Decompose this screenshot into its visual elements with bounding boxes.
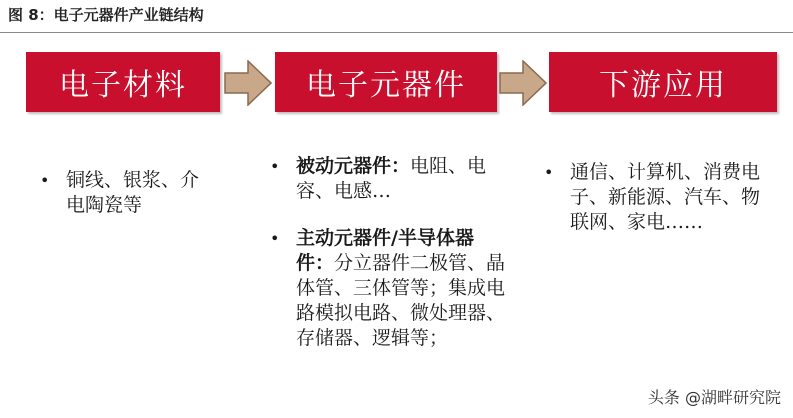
- bullet-icon: •: [544, 163, 554, 182]
- stage-label: 电子元器件: [306, 68, 466, 103]
- item-text: 通信、计算机、消费电子、新能源、汽车、物联网、家电……: [570, 161, 761, 233]
- bullet-icon: •: [270, 229, 280, 248]
- flow-arrow-icon: [224, 60, 272, 106]
- stage-box-components: [275, 52, 497, 112]
- figure-title: 图 8：电子元器件产业链结构: [8, 6, 204, 24]
- list-item: [266, 154, 511, 204]
- item-text: 电阻、电容、电感…: [296, 155, 487, 202]
- stage-label: 电子材料: [59, 68, 187, 103]
- bullet-icon: •: [270, 157, 280, 176]
- stage-box-materials: [26, 52, 220, 112]
- applications-list: [540, 160, 772, 247]
- stage-box-applications: [549, 52, 777, 112]
- item-heading: 主动元器件/半导体器件：: [296, 227, 474, 274]
- components-list: [266, 154, 511, 363]
- item-text: 铜线、银浆、介电陶瓷等: [66, 169, 200, 216]
- flow-arrow-icon: [499, 60, 547, 106]
- watermark: 头条 @湖畔研究院: [647, 388, 781, 407]
- list-item: [36, 168, 206, 218]
- item-text: 分立器件二极管、晶体管、三体管等；集成电路模拟电路、微处理器、存储器、逻辑等；: [296, 252, 506, 349]
- title-divider: [0, 32, 793, 33]
- list-item: [540, 160, 772, 235]
- item-heading: 被动元器件：: [296, 155, 411, 177]
- stage-label: 下游应用: [599, 68, 727, 103]
- bullet-icon: •: [40, 171, 50, 190]
- materials-list: [36, 168, 206, 230]
- list-item: [266, 226, 511, 351]
